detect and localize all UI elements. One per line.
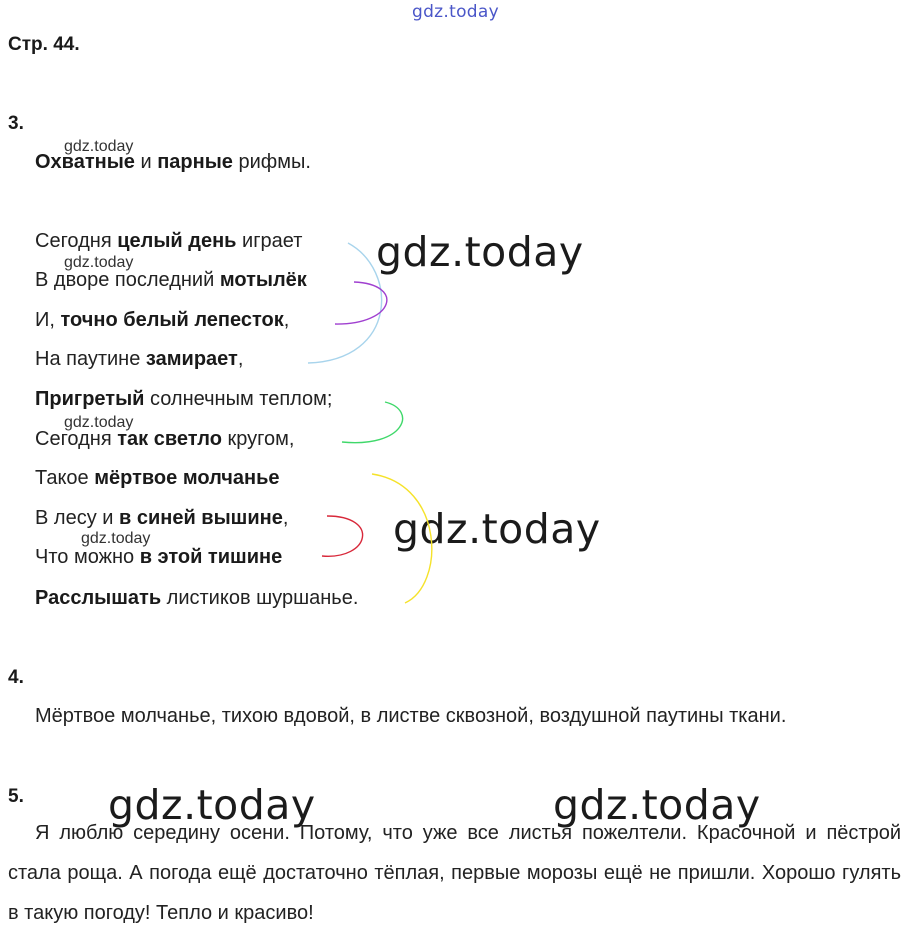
task-3-title: Охватные и парные рифмы. bbox=[35, 151, 311, 173]
watermark-small: gdz.today bbox=[81, 530, 151, 547]
task-5-text: Я люблю середину осени. Потому, что уже все листья пожелтели. Красочной и пёстрой стала роща. А погода ещё достаточно тёплая, первые морозы ещё не пришли. Хорошо гулять в такую погоду! Тепло и красиво! bbox=[8, 822, 901, 924]
poem-line: Сегодня так светло кругом, bbox=[35, 428, 295, 450]
rhyme-arc-red bbox=[322, 516, 363, 556]
poem-line: Что можно в этой тишине bbox=[35, 546, 283, 568]
rhyme-arc-yellow bbox=[372, 474, 432, 603]
rhyme-arc-blue bbox=[308, 243, 382, 363]
poem-line: В дворе последний мотылёк bbox=[35, 269, 307, 291]
watermark-large: gdz.today bbox=[376, 228, 584, 276]
task-3-number: 3. bbox=[8, 113, 24, 134]
poem-line: И, точно белый лепесток, bbox=[35, 309, 290, 331]
watermark-large: gdz.today bbox=[393, 505, 601, 553]
poem-line: На паутине замирает, bbox=[35, 348, 244, 370]
poem-line: Сегодня целый день играет bbox=[35, 230, 303, 252]
watermark-small: gdz.today bbox=[64, 414, 134, 431]
watermark-large: gdz.today bbox=[108, 781, 316, 829]
watermark-top: gdz.today bbox=[412, 2, 499, 22]
watermark-large: gdz.today bbox=[553, 781, 761, 829]
poem-line: Пригретый солнечным теплом; bbox=[35, 388, 333, 410]
rhyme-arc-green bbox=[342, 402, 403, 443]
poem-line: В лесу и в синей вышине, bbox=[35, 507, 289, 529]
task-5-number: 5. bbox=[8, 786, 24, 807]
page-label: Стр. 44. bbox=[8, 34, 80, 55]
poem-line: Расслышать листиков шуршанье. bbox=[35, 587, 359, 609]
task-4-number: 4. bbox=[8, 667, 24, 688]
watermark-small: gdz.today bbox=[64, 254, 134, 271]
watermark-small: gdz.today bbox=[64, 138, 134, 155]
task-4-text: Мёртвое молчанье, тихою вдовой, в листве сквозной, воздушной паутины ткани. bbox=[35, 705, 787, 727]
poem-line: Такое мёртвое молчанье bbox=[35, 467, 280, 489]
